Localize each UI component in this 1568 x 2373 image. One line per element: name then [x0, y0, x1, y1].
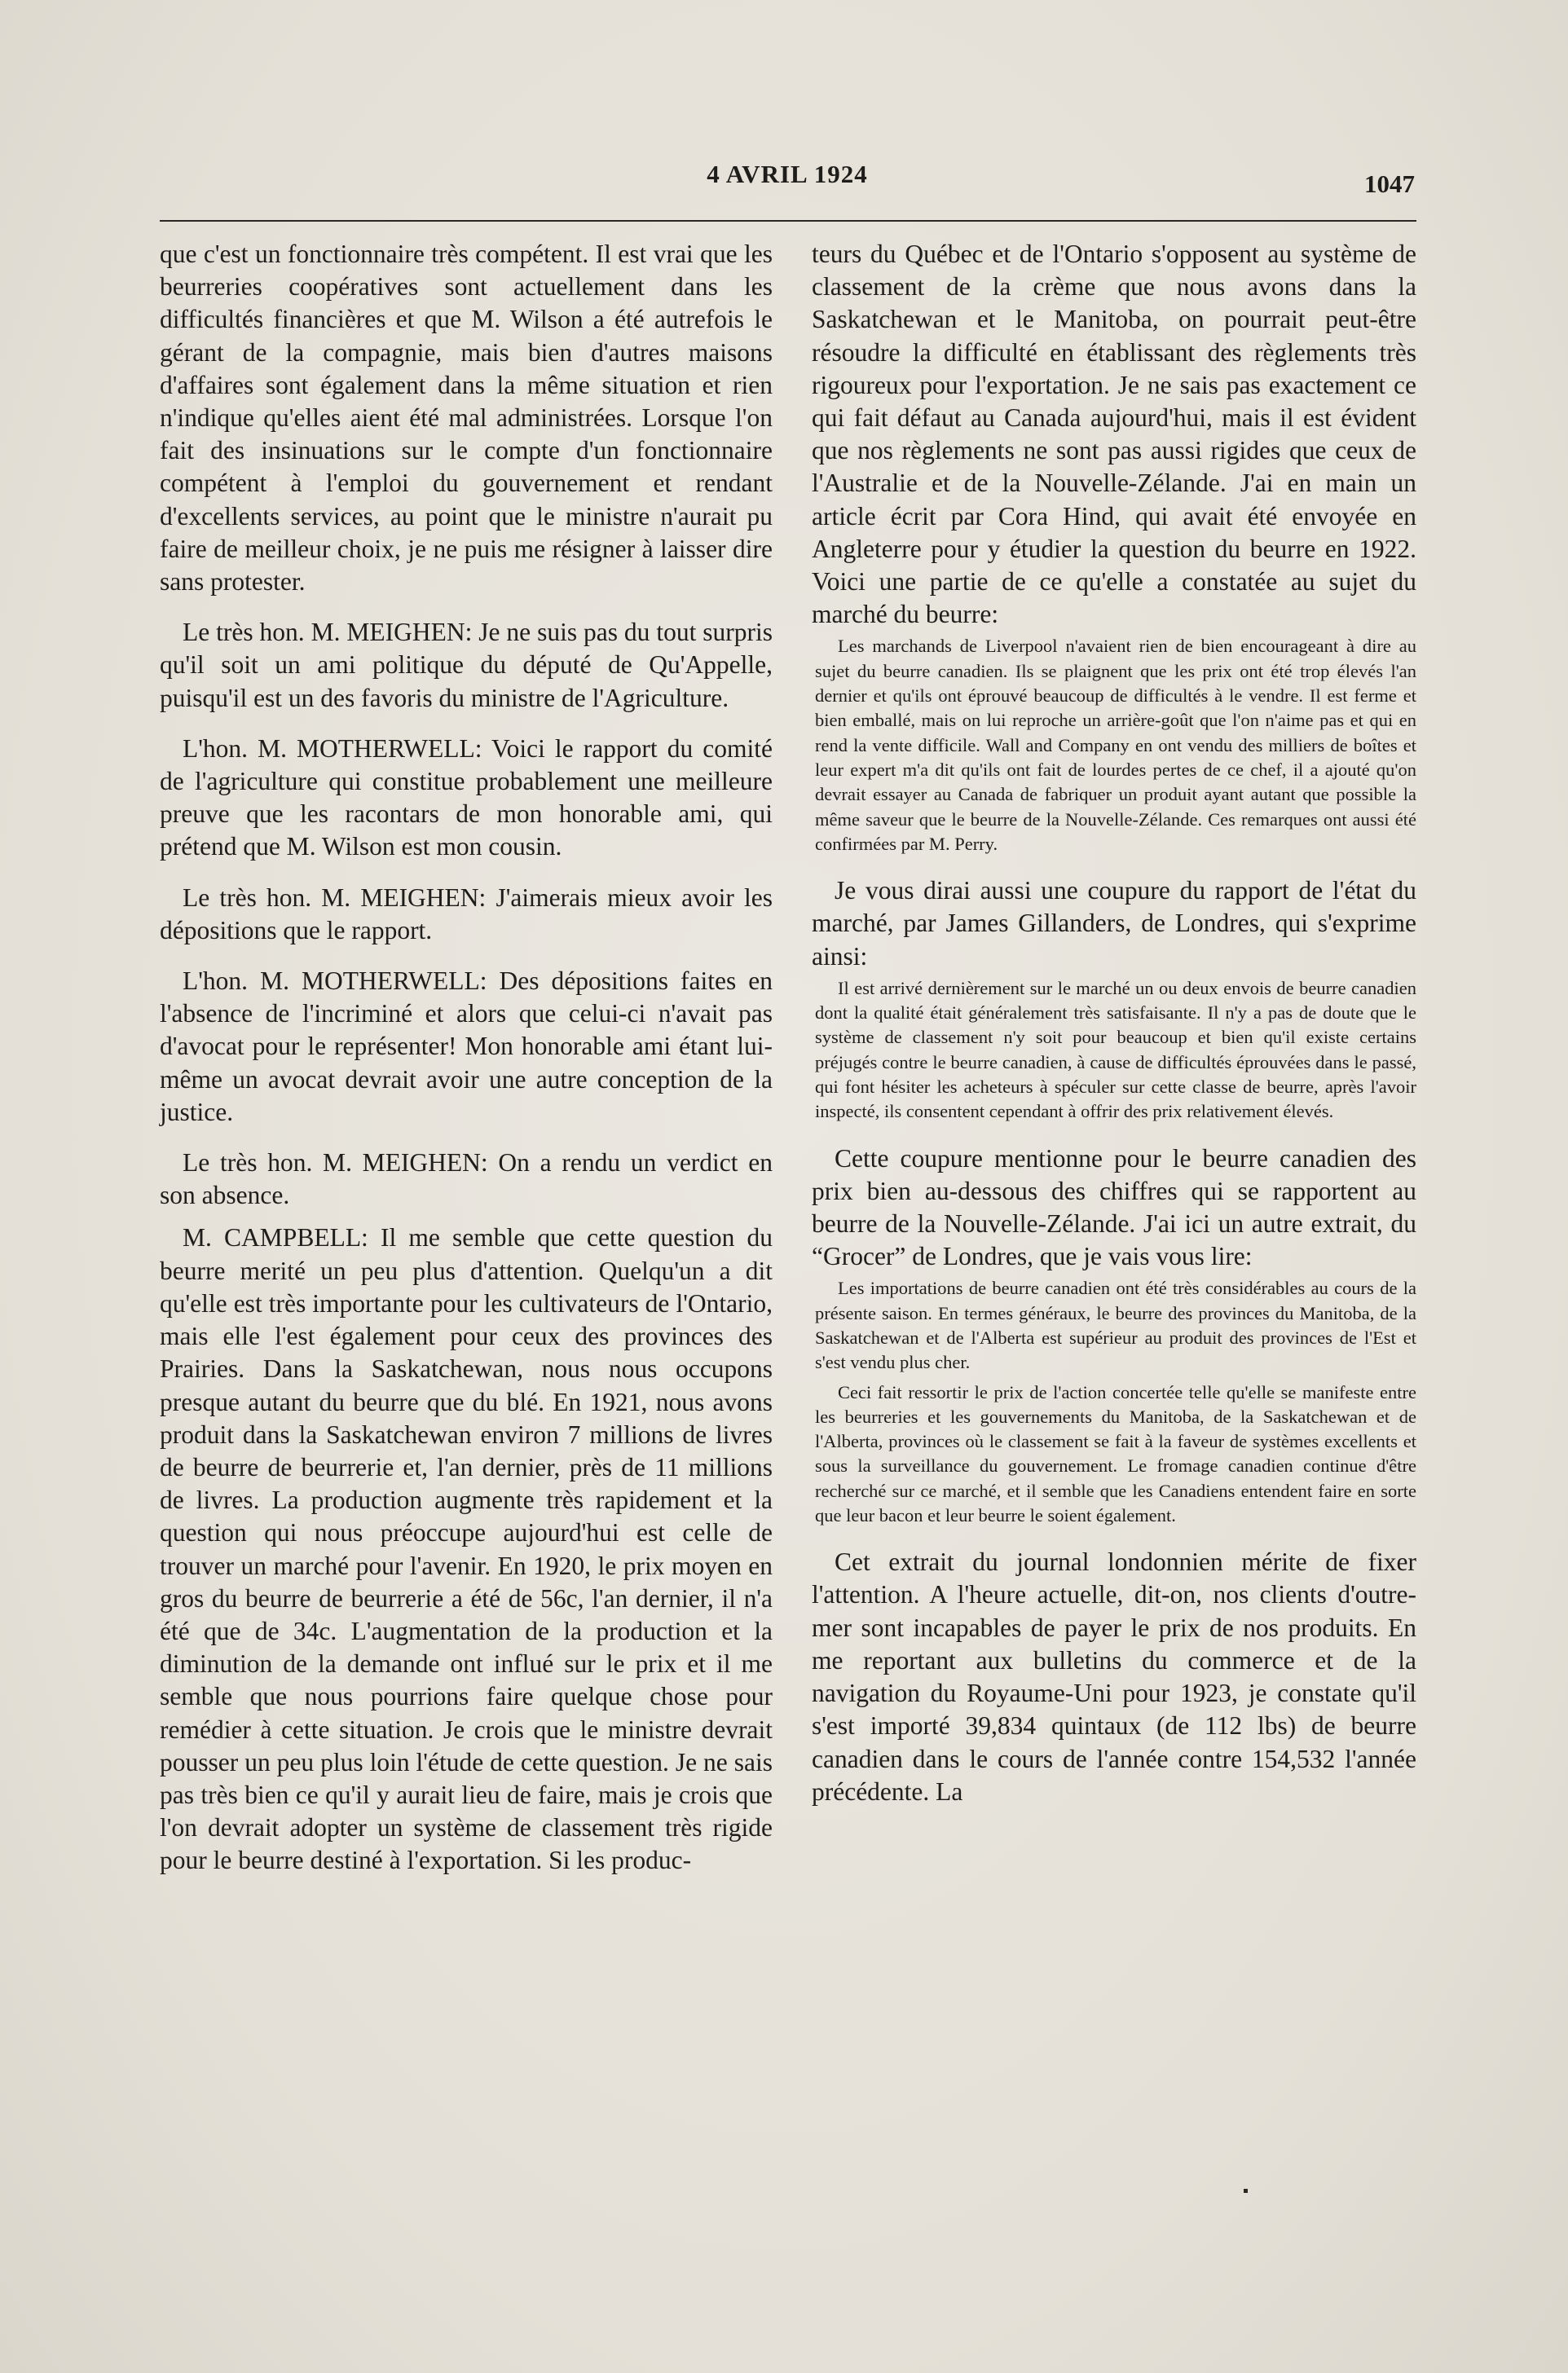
- quotation: Les marchands de Liverpool n'avaient rien de bien encourageant à dire au sujet du beurre canadien. Ils se plaignent que les prix ont été trop élevés l'an dernier et qu'ils ont éprouvé beaucoup de difficultés à le vendre. Il est ferme et bien emballé, mais on lui reproche un arrière-goût que l'on n'aime pas et qui en rend la vente difficile. Wall and Company en ont vendu des milliers de boîtes et leur expert m'a dit qu'ils ont fait de lourdes pertes de ce chef, il a ajouté qu'on devrait essayer au Canada de fabriquer un produit ayant autant que possible la même saveur que le beurre de la Nouvelle-Zélande. Ces remarques ont aussi été confirmées par M. Perry.: [815, 636, 1416, 854]
- paragraph: M. CAMPBELL: Il me semble que cette question du beurre merité un peu plus d'attention. Quelqu'un a dit qu'elle est très importante pour les cultivateurs de l'Ontario, mais elle l'est également pour ceux des provinces des Prairies. Dans la Saskatchewan, nous nous occupons presque autant du beurre que du blé. En 1921, nous avons produit dans la Saskatchewan environ 7 millions de livres de beurre de beurrerie et, l'an dernier, près de 11 millions de livres. La production augmente très rapidement et la question qui nous préoccupe aujourd'hui est celle de trouver un marché pour l'avenir. En 1920, le prix moyen en gros du beurre de beurrerie a été de 56c, l'an dernier, il n'a été que de 34c. L'augmentation de la production et la diminution de la demande ont influé sur le prix et il me semble que nous pourrions faire quelque chose pour remédier à cette situation. Je crois que le ministre devrait pousser un peu plus loin l'étude de cette question. Je ne sais pas très bien ce qu'il y aurait lieu de faire, mais je crois que l'on devrait adopter un système de classement très rigide pour le beurre destiné à l'exportation. Si les produc-: [160, 1223, 773, 1875]
- paragraph: teurs du Québec et de l'Ontario s'opposent au système de classement de la crème que nous avons dans la Saskatchewan et le Manitoba, on pourrait peut-être résoudre la difficulté en établissant des règlements très rigoureux pour l'exportation. Je ne sais pas exactement ce qui fait défaut au Canada aujourd'hui, mais il est évident que nos règlements ne sont pas aussi rigides que ceux de l'Australie et de la Nouvelle-Zélande. J'ai en main un article écrit par Cora Hind, qui avait été envoyée en Angleterre pour y étudier la question du beurre en 1922. Voici une partie de ce qu'elle a constatée au sujet du marché du beurre:: [812, 240, 1416, 629]
- quotation: Les importations de beurre canadien ont été très considérables au cours de la présente saison. En termes généraux, le beurre des provinces du Manitoba, de la Saskatchewan et de l'Alberta est supérieur au produit des provinces de l'Est et s'est vendu plus cher.: [815, 1278, 1416, 1373]
- paragraph: Cette coupure mentionne pour le beurre canadien des prix bien au-dessous des chiffres qui se rapportent au beurre de la Nouvelle-Zélande. J'ai ici un autre extrait, du “Grocer” de Londres, que je vais vous lire:: [812, 1143, 1416, 1271]
- paragraph: L'hon. M. MOTHERWELL: Des dépositions faites en l'absence de l'incriminé et alors que celui-ci n'avait pas d'avocat pour le représenter! Mon honorable ami étant lui-même un avocat devrait avoir une autre conception de la justice.: [160, 966, 773, 1126]
- header-rule: [160, 220, 1416, 222]
- left-column: [160, 238, 773, 1878]
- paragraph: Je vous dirai aussi une coupure du rapport de l'état du marché, par James Gillanders, de Londres, qui s'exprime ainsi:: [812, 876, 1416, 971]
- paragraph: Le très hon. M. MEIGHEN: On a rendu un verdict en son absence.: [160, 1148, 773, 1210]
- page-date: 4 AVRIL 1924: [707, 160, 868, 188]
- paragraph: Cet extrait du journal londonnien mérite de fixer l'attention. A l'heure actuelle, dit-on, nos clients d'outre-mer sont incapables de payer le prix de nos produits. En me reportant aux bulletins du commerce et de la navigation du Royaume-Uni pour 1923, je constate qu'il s'est importé 39,834 quintaux (de 112 lbs) de beurre canadien dans le cours de l'année contre 154,532 l'année précédente. La: [812, 1548, 1416, 1806]
- quotation: Il est arrivé dernièrement sur le marché un ou deux envois de beurre canadien dont la qualité était généralement très satisfaisante. Il n'y a pas de doute que le système de classement n'y soit pour beaucoup et bien qu'il existe certains préjugés contre le beurre canadien, à cause de difficultés éprouvées dans le passé, qui font hésiter les acheteurs à spéculer sur cette classe de beurre, après l'avoir inspecté, ils consentent cependant à offrir des prix relativement élevés.: [815, 977, 1416, 1122]
- right-column: [812, 238, 1416, 1808]
- page-header: [160, 160, 1415, 225]
- page-number: 1047: [1364, 170, 1415, 198]
- quotation: Ceci fait ressortir le prix de l'action concertée telle qu'elle se manifeste entre les beurreries et les gouvernements du Manitoba, de la Saskatchewan et de l'Alberta, provinces où le classement se fait à la faveur de systèmes excellents et sous la surveillance du gouvernement. Le fromage canadien continue d'être recherché sur ce marché, et il semble que les Canadiens entendent faire en sorte que leur bacon et leur beurre le soient également.: [815, 1381, 1416, 1526]
- paragraph: Le très hon. M. MEIGHEN: J'aimerais mieux avoir les dépositions que le rapport.: [160, 883, 773, 944]
- paragraph: L'hon. M. MOTHERWELL: Voici le rapport du comité de l'agriculture qui constitue probablement une meilleure preuve que les racontars de mon honorable ami, qui prétend que M. Wilson est mon cousin.: [160, 733, 773, 861]
- paragraph: que c'est un fonctionnaire très compétent. Il est vrai que les beurreries coopératives sont actuellement dans les difficultés financières et que M. Wilson a été autrefois le gérant de la compagnie, mais bien d'autres maisons d'affaires sont également dans la même situation et rien n'indique qu'elles aient été mal administrées. Lorsque l'on fait des insinuations sur le compte d'un fonctionnaire compétent à l'emploi du gouvernement et rendant d'excellents services, au point que le ministre n'aurait pu faire de meilleur choix, je ne puis me résigner à laisser dire sans protester.: [160, 240, 773, 597]
- paragraph: Le très hon. M. MEIGHEN: Je ne suis pas du tout surpris qu'il soit un ami politique du député de Qu'Appelle, puisqu'il est un des favoris du ministre de l'Agriculture.: [160, 618, 773, 712]
- ink-dot: [1244, 2189, 1248, 2193]
